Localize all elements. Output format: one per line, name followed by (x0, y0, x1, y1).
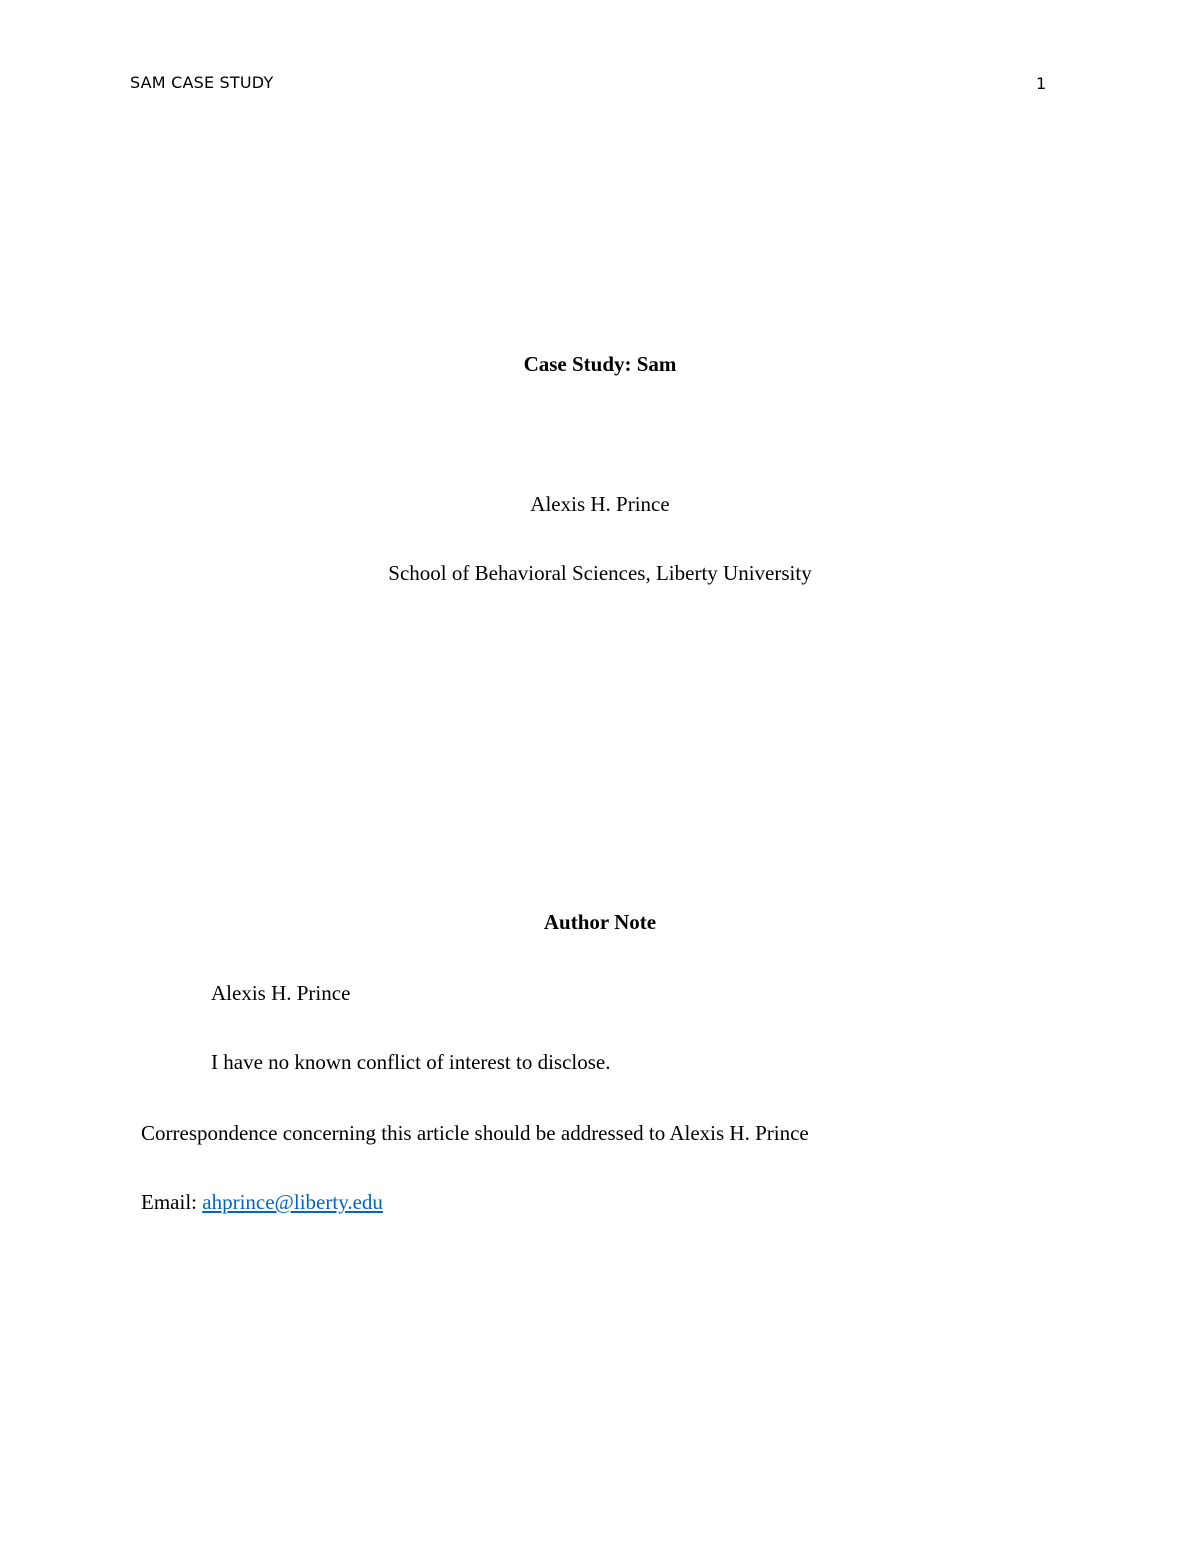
paper-title: Case Study: Sam (523, 352, 677, 376)
author-note-name: Alexis H. Prince (211, 981, 351, 1005)
author-name: Alexis H. Prince (530, 492, 670, 516)
running-head: SAM CASE STUDY (130, 73, 274, 92)
author-note-heading: Author Note (543, 910, 657, 934)
correspondence-statement: Correspondence concerning this article should be addressed to Alexis H. Prince (141, 1121, 809, 1145)
page-number: 1 (1036, 74, 1047, 93)
email-line (141, 1190, 383, 1215)
conflict-of-interest-statement: I have no known conflict of interest to disclose. (211, 1050, 611, 1074)
email-label: Email: (141, 1190, 203, 1214)
email-link[interactable]: ahprince@liberty.edu (202, 1190, 383, 1214)
author-affiliation: School of Behavioral Sciences, Liberty University (388, 561, 812, 585)
